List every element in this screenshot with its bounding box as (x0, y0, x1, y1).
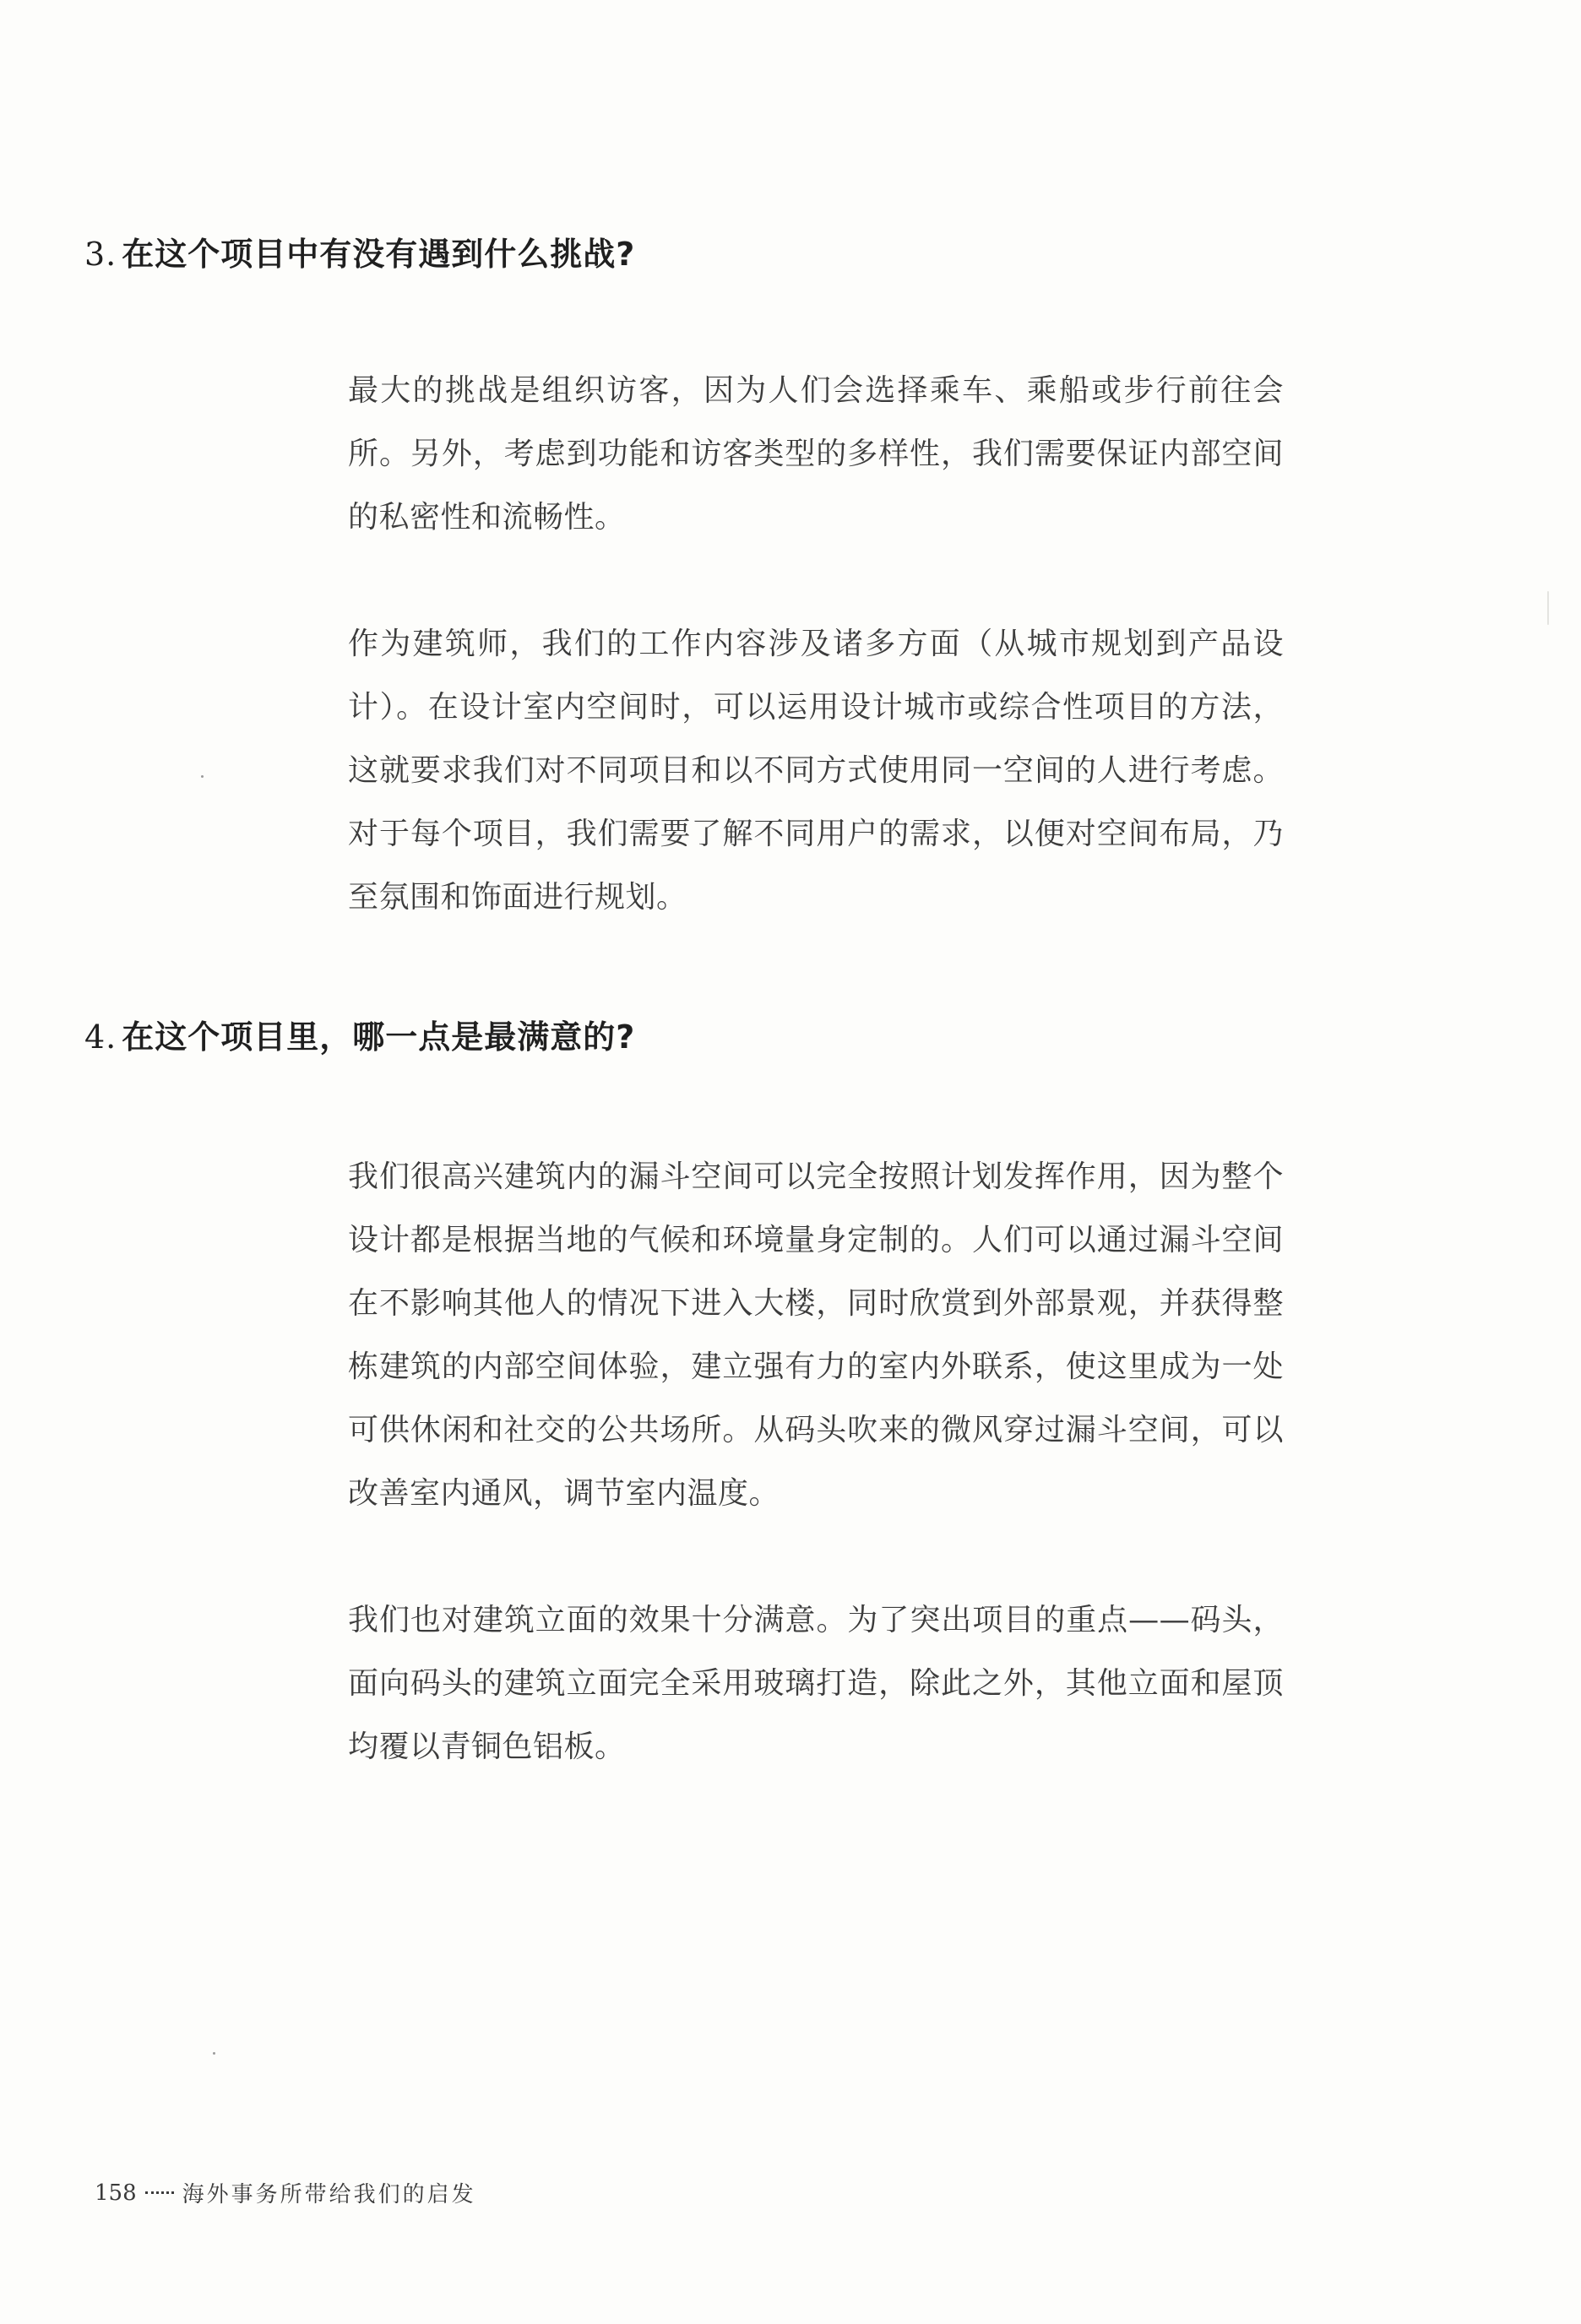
section-3-answer (348, 359, 1284, 929)
paper-speck (201, 775, 204, 778)
paper-speck (213, 2052, 215, 2055)
section-4-number: 4. (84, 1018, 117, 1056)
section-4-question: 在这个项目里，哪一点是最满意的? (122, 1018, 636, 1056)
page-footer (95, 2177, 476, 2208)
paper-mark (1547, 591, 1549, 625)
section-3-paragraph-2: 作为建筑师，我们的工作内容涉及诸多方面（从城市规划到产品设计）。在设计室内空间时，可以运用设计城市或综合性项目的方法，这就要求我们对不同项目和以不同方式使用同一空间的人进行考虑。对于每个项目，我们需要了解不同用户的需求，以便对空间布局，乃至氛围和饰面进行规划。 (348, 627, 1284, 915)
section-3-number: 3. (84, 236, 117, 273)
running-title: 海外事务所带给我们的启发 (182, 2182, 476, 2207)
section-4-heading (84, 1011, 635, 1057)
page-number: 158 (95, 2180, 137, 2206)
section-3-paragraph-1: 最大的挑战是组织访客，因为人们会选择乘车、乘船或步行前往会所。另外，考虑到功能和访客类型的多样性，我们需要保证内部空间的私密性和流畅性。 (348, 373, 1284, 535)
section-3-heading (84, 228, 635, 274)
section-3-question: 在这个项目中有没有遇到什么挑战? (122, 236, 636, 273)
section-4-paragraph-1: 我们很高兴建筑内的漏斗空间可以完全按照计划发挥作用，因为整个设计都是根据当地的气候和环境量身定制的。人们可以通过漏斗空间在不影响其他人的情况下进入大楼，同时欣赏到外部景观，并获得整栋建筑的内部空间体验，建立强有力的室内外联系，使这里成为一处可供休闲和社交的公共场所。从码头吹来的微风穿过漏斗空间，可以改善室内通风，调节室内温度。 (348, 1159, 1284, 1511)
section-4-paragraph-2: 我们也对建筑立面的效果十分满意。为了突出项目的重点——码头，面向码头的建筑立面完全采用玻璃打造，除此之外，其他立面和屋顶均覆以青铜色铝板。 (348, 1603, 1284, 1764)
footer-separator (145, 2191, 174, 2194)
section-4-answer (348, 1145, 1284, 1778)
